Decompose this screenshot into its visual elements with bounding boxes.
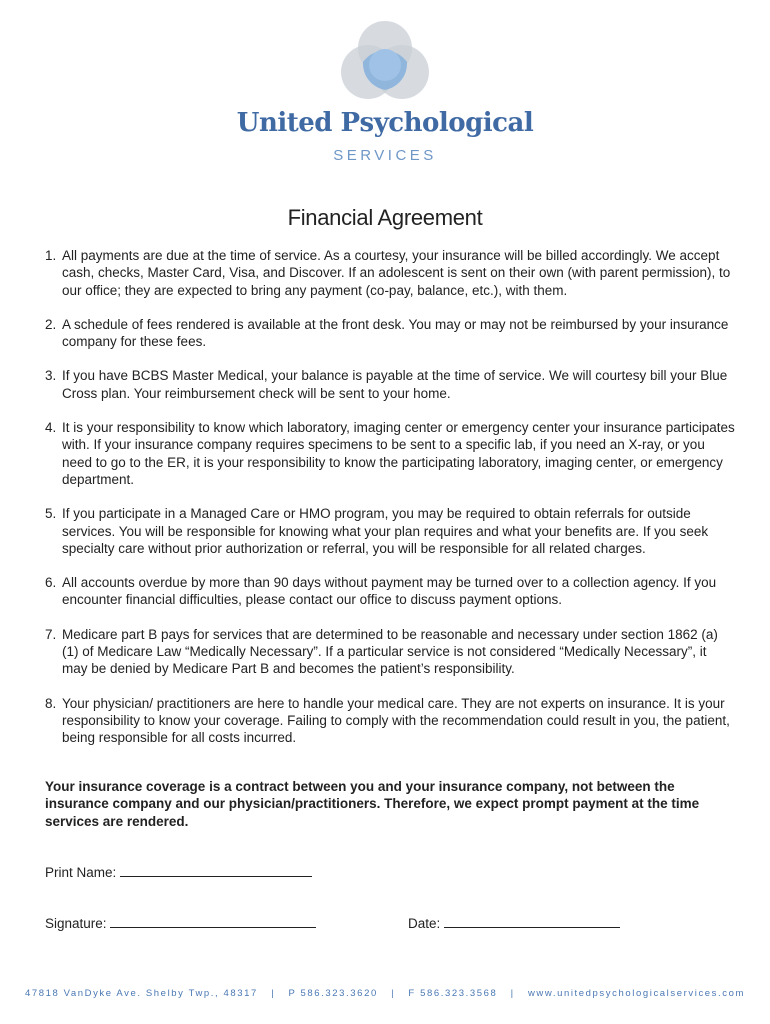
logo-icon	[340, 20, 430, 102]
item-text: If you participate in a Managed Care or HMO program, you may be required to obtain referrals for outside services. You will be responsible for knowing what your plan requires and what your benefits are. If you seek specialty care without prior authorization or referral, you will be responsible for all related charges.	[62, 506, 709, 556]
list-item	[45, 626, 735, 678]
footer-address: 47818 VanDyke Ave. Shelby Twp., 48317	[24, 988, 258, 999]
footer-separator: |	[391, 988, 396, 999]
page-title: Financial Agreement	[287, 205, 483, 230]
list-item	[45, 505, 735, 557]
footer-website[interactable]: www.unitedpsychologicalservices.com	[527, 988, 746, 999]
list-item	[45, 247, 735, 299]
print-name-label: Print Name:	[45, 865, 117, 880]
date-input-line[interactable]	[444, 915, 620, 928]
date-field	[408, 915, 620, 931]
print-name-input-line[interactable]	[120, 864, 312, 877]
brand-name: United Psychological	[236, 108, 534, 138]
signature-label: Signature:	[45, 916, 107, 931]
list-item	[45, 695, 735, 747]
item-number: 4.	[45, 420, 57, 436]
item-text: If you have BCBS Master Medical, your balance is payable at the time of service. We will courtesy bill your Blue Cross plan. Your reimbursement check will be sent to your home.	[62, 368, 728, 401]
item-text: Your physician/ practitioners are here to handle your medical care. They are not experts on insurance. It is your responsibility to know your coverage. Failing to comply with the recommendation could result in you, the patient, being responsible for all costs incurred.	[62, 695, 730, 746]
footer	[0, 988, 770, 999]
item-text: All accounts overdue by more than 90 days without payment may be turned over to a collection agency. If you encounter financial difficulties, please contact our office to discuss payment options.	[62, 575, 717, 608]
item-text: It is your responsibility to know which laboratory, imaging center or emergency center your insurance participates with. If your insurance company requires specimens to be sent to a specific lab, if you need an X-ray, or you need to go to the ER, it is your responsibility to know the participating laboratory, imaging center, or emergency department.	[62, 420, 735, 487]
date-label: Date:	[408, 916, 441, 931]
item-number: 7.	[45, 626, 57, 642]
item-number: 1.	[45, 248, 57, 263]
payment-notice: Your insurance coverage is a contract between you and your insurance company, not between the insurance company and our physician/practitioners. Therefore, we expect prompt payment at the time services are rendered.	[45, 779, 700, 829]
list-item	[45, 574, 735, 609]
item-text: Medicare part B pays for services that are determined to be reasonable and necessary under section 1862 (a) (1) of Medicare Law “Medically Necessary”. If a particular service is not considered “Medically Necessary”, it may be denied by Medicare Part B and becomes the patient’s responsibility.	[62, 626, 718, 677]
item-number: 3.	[45, 368, 57, 384]
print-name-field	[45, 864, 312, 880]
agreement-list	[45, 247, 735, 747]
footer-separator: |	[510, 988, 515, 999]
list-item	[45, 367, 735, 402]
item-text: All payments are due at the time of service. As a courtesy, your insurance will be billed accordingly. We accept cash, checks, Master Card, Visa, and Discover. If an adolescent is sent on their own (with parent permission), to our office; they are expected to bring any payment (co-pay, balance, etc.), with them.	[62, 248, 731, 298]
list-item	[45, 316, 735, 351]
brand-subtitle: SERVICES	[333, 147, 437, 164]
footer-phone: P 586.323.3620	[288, 988, 378, 999]
signature-field	[45, 915, 316, 931]
item-text: A schedule of fees rendered is available at the front desk. You may or may not be reimbursed by your insurance company for these fees.	[62, 316, 729, 350]
footer-separator: |	[271, 988, 276, 999]
signature-input-line[interactable]	[110, 915, 316, 928]
item-number: 5.	[45, 506, 57, 522]
item-number: 8.	[45, 695, 57, 711]
item-number: 2.	[45, 316, 57, 332]
footer-fax: F 586.323.3568	[408, 988, 498, 999]
list-item	[45, 419, 735, 488]
item-number: 6.	[45, 575, 57, 591]
